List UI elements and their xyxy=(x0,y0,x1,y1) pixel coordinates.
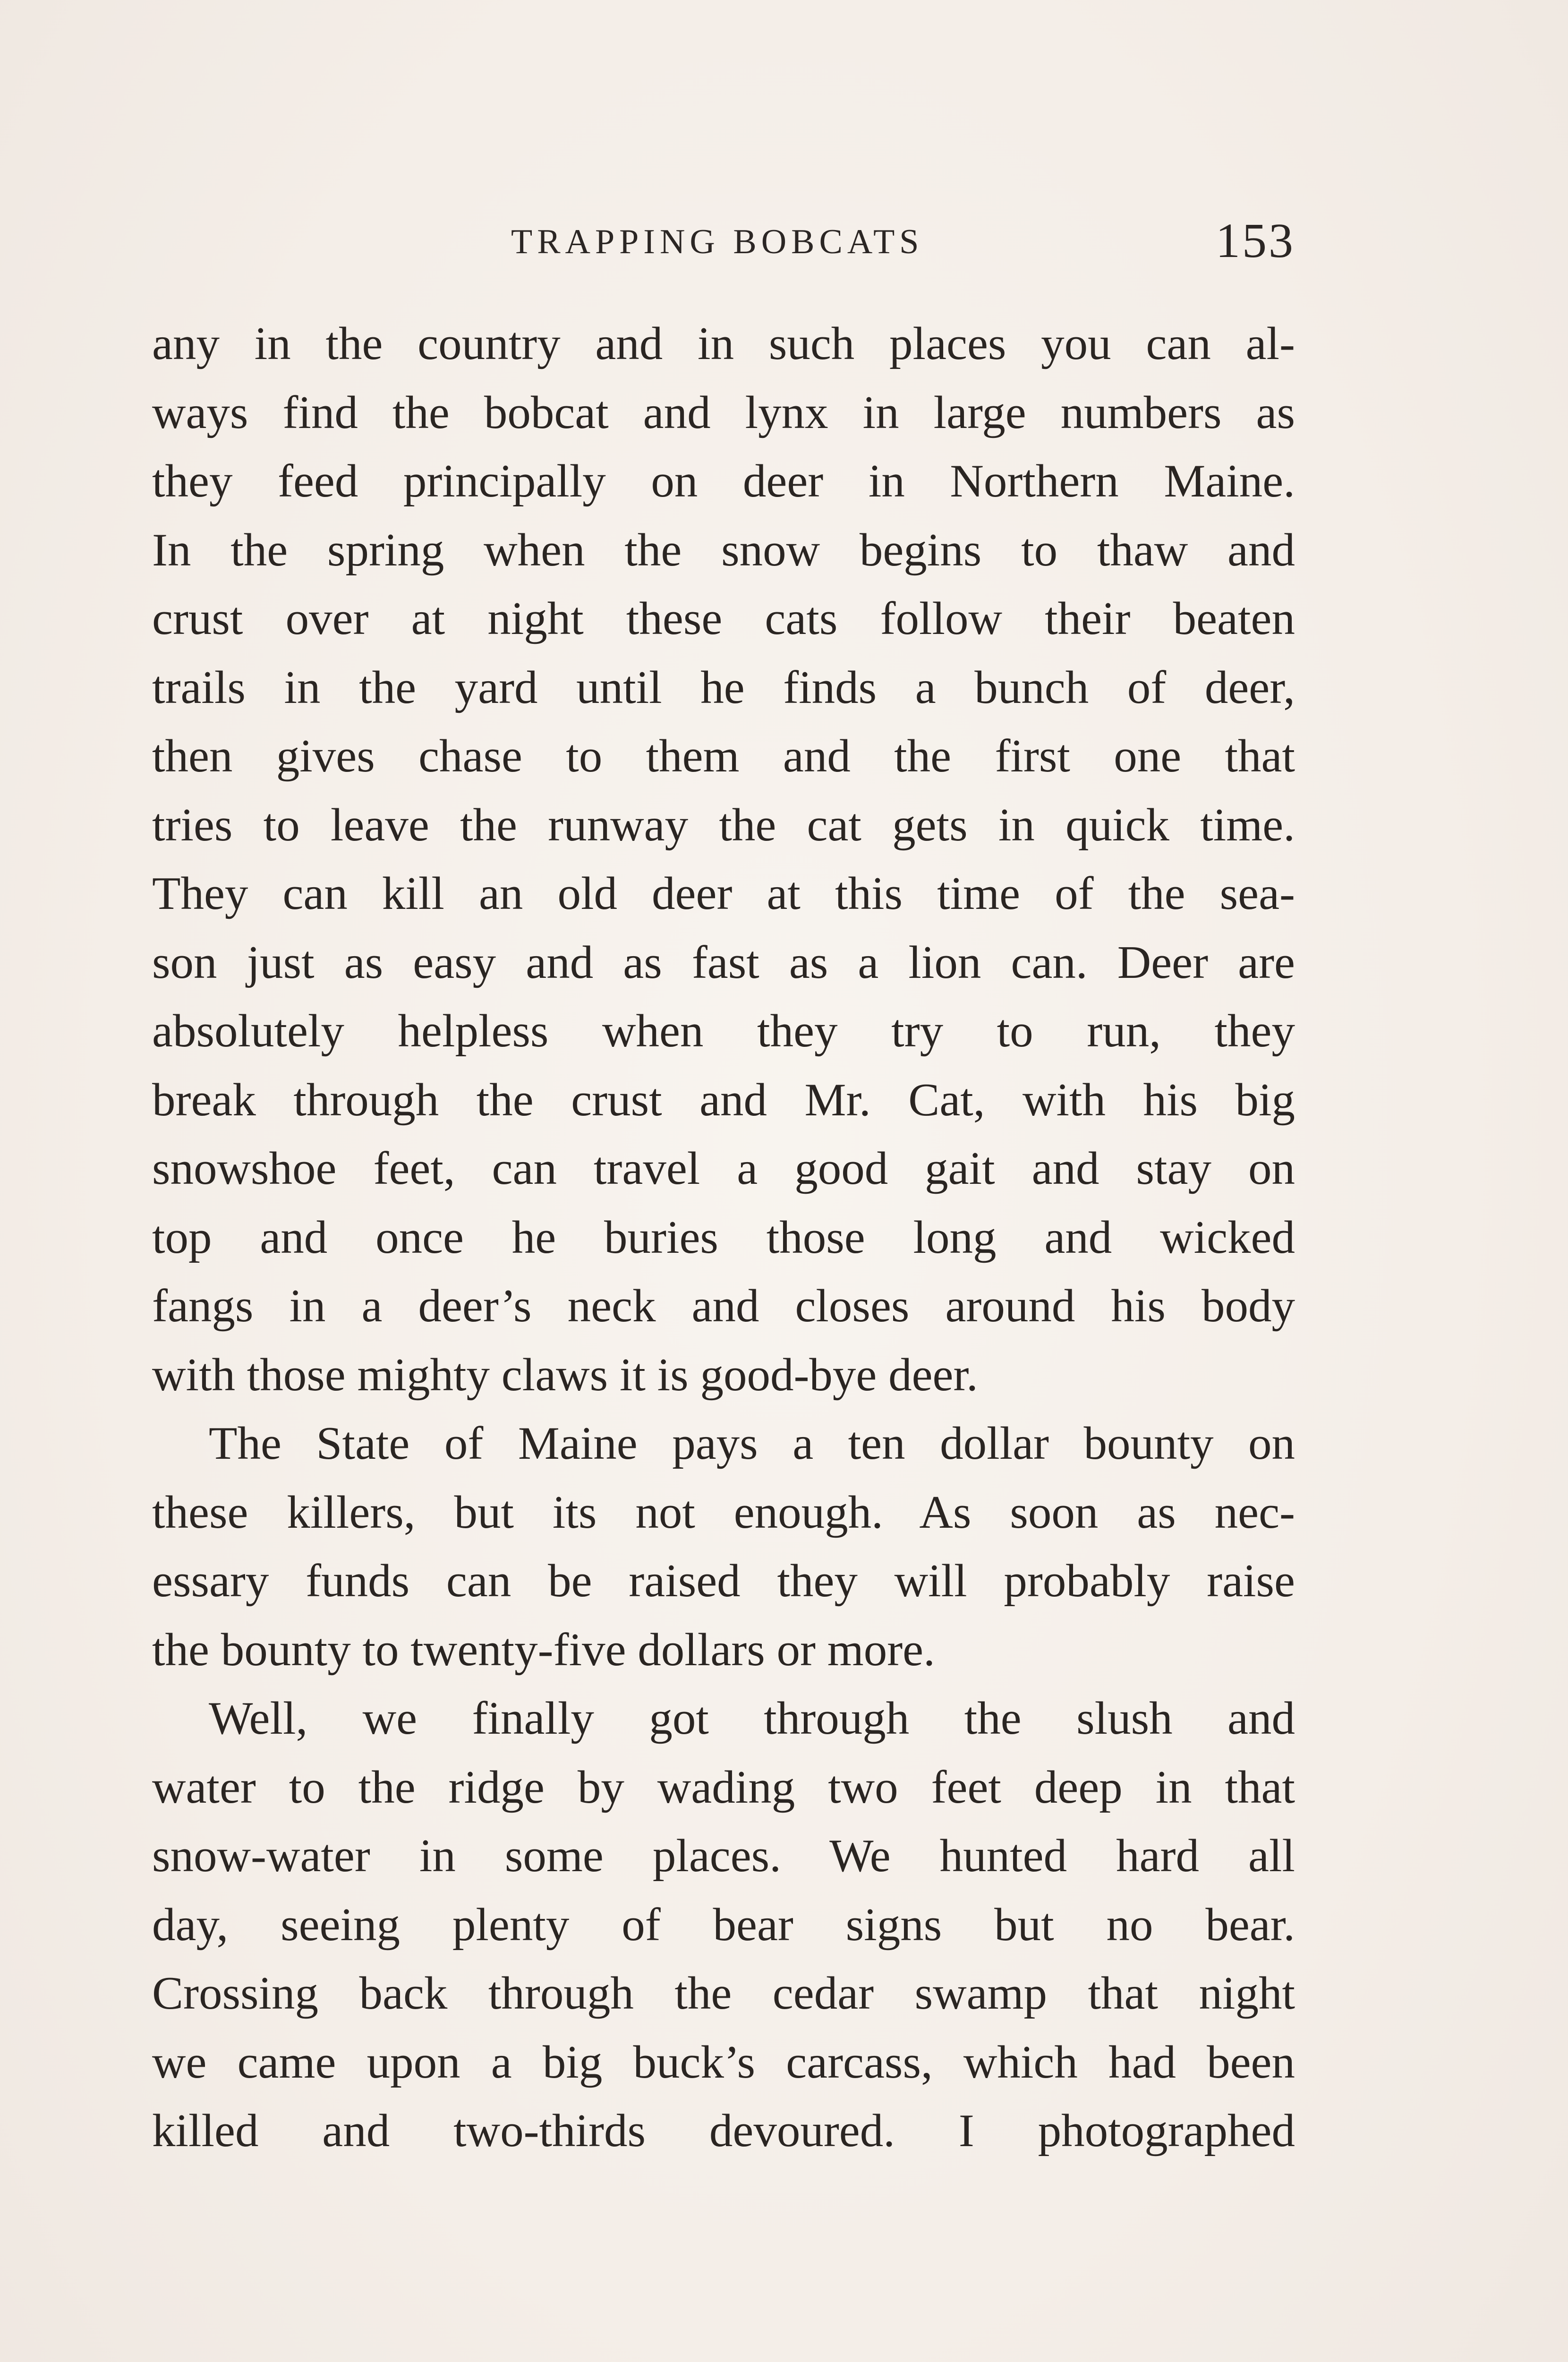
text-line: any in the country and in such places you can al- xyxy=(152,318,1295,369)
paragraph-start-line: The State of Maine pays a ten dollar bounty on xyxy=(209,1418,1295,1469)
text-line: snow-water in some places. We hunted hard all xyxy=(152,1830,1295,1882)
text-line: top and once he buries those long and wicked xyxy=(152,1211,1295,1263)
text-line: these killers, but its not enough. As soon as nec- xyxy=(152,1486,1295,1538)
text-line: with those mighty claws it is good-bye deer. xyxy=(152,1349,978,1401)
text-line: crust over at night these cats follow their beaten xyxy=(152,593,1295,644)
text-line: essary funds can be raised they will probably raise xyxy=(152,1555,1295,1607)
text-line: water to the ridge by wading two feet deep in that xyxy=(152,1761,1295,1813)
text-line: ways find the bobcat and lynx in large numbers as xyxy=(152,386,1295,438)
text-line: snowshoe feet, can travel a good gait and stay on xyxy=(152,1143,1295,1194)
text-line: absolutely helpless when they try to run, they xyxy=(152,1005,1295,1057)
text-line: day, seeing plenty of bear signs but no bear. xyxy=(152,1899,1295,1951)
page-number: 153 xyxy=(1216,214,1295,268)
text-line: they feed principally on deer in Northern Maine. xyxy=(152,455,1295,507)
text-line: Crossing back through the cedar swamp that night xyxy=(152,1968,1295,2019)
text-line: trails in the yard until he finds a bunch of deer, xyxy=(152,661,1295,713)
text-line: They can kill an old deer at this time of the sea- xyxy=(152,868,1295,919)
running-title: TRAPPING BOBCATS xyxy=(511,223,924,261)
text-line: break through the crust and Mr. Cat, with his big xyxy=(152,1074,1295,1126)
running-header xyxy=(152,208,1295,274)
text-line: fangs in a deer’s neck and closes around his body xyxy=(152,1280,1295,1332)
text-line: we came upon a big buck’s carcass, which had been xyxy=(152,2036,1295,2088)
text-line: In the spring when the snow begins to thaw and xyxy=(152,524,1295,576)
body-text xyxy=(152,309,1295,2165)
text-line: killed and two-thirds devoured. I photographed xyxy=(152,2105,1295,2157)
paragraph-start-line: Well, we finally got through the slush and xyxy=(209,1693,1295,1744)
text-line: the bounty to twenty-five dollars or more. xyxy=(152,1624,935,1676)
text-line: son just as easy and as fast as a lion can. Deer are xyxy=(152,936,1295,988)
text-line: tries to leave the runway the cat gets in quick time. xyxy=(152,799,1295,851)
text-line: then gives chase to them and the first one that xyxy=(152,730,1295,782)
